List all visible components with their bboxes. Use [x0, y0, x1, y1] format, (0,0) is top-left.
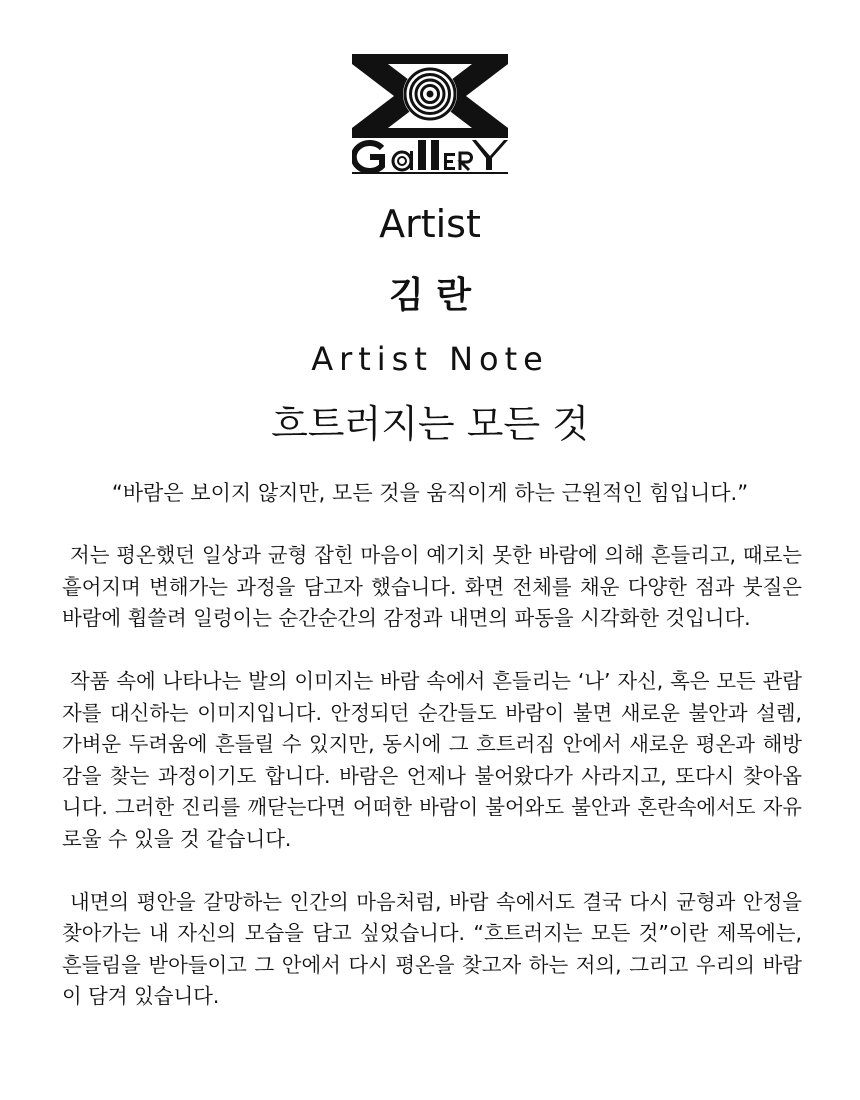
- artist-name: 김 란: [388, 275, 472, 316]
- artwork-title: 흐트러지는 모든 것: [271, 402, 589, 446]
- gallery-logo: [350, 54, 510, 178]
- gallery-logo-mark: [350, 54, 510, 138]
- opening-quote: “바람은 보이지 않지만, 모든 것을 움직이게 하는 근원적인 힘입니다.”: [111, 481, 749, 505]
- artist-label: Artist: [379, 202, 481, 246]
- paragraph: 작품 속에 나타나는 발의 이미지는 바람 속에서 흔들리는 ‘나’ 자신, 혹은 모든 관람자를 대신하는 이미지입니다. 안정되던 순간들도 바람이 불면 새로운 불안과 설렘, 가벼운 두려움에 흔들릴 수 있지만, 동시에 그 흐트러짐 안에서 새로운 평온과 해방감을 찾는 과정이기도 합니다. 바람은 언제나 불어왔다가 사라지고, 또다시 찾아옵니다. 그러한 진리를 깨닫는다면 어떠한 바람이 불어와도 불안과 혼란속에서도 자유로울 수 있을 것 같습니다.: [62, 669, 802, 851]
- artist-note-body: [62, 540, 802, 1013]
- paragraph: 저는 평온했던 일상과 균형 잡힌 마음이 예기치 못한 바람에 의해 흔들리고, 때로는 흩어지며 변해가는 과정을 담고자 했습니다. 화면 전체를 채운 다양한 점과 붓질은 바람에 휩쓸려 일렁이는 순간순간의 감정과 내면의 파동을 시각화한 것입니다.: [62, 543, 802, 630]
- paragraph: 내면의 평안을 갈망하는 인간의 마음처럼, 바람 속에서도 결국 다시 균형과 안정을 찾아가는 내 자신의 모습을 담고 싶었습니다. “흐트러지는 모든 것”이란 제목에는, 흔들림을 받아들이고 그 안에서 다시 평온을 찾고자 하는 저의, 그리고 우리의 바람이 담겨 있습니다.: [62, 889, 802, 1008]
- gallery-wordmark: [352, 136, 508, 176]
- artist-note-label: Artist Note: [311, 340, 549, 378]
